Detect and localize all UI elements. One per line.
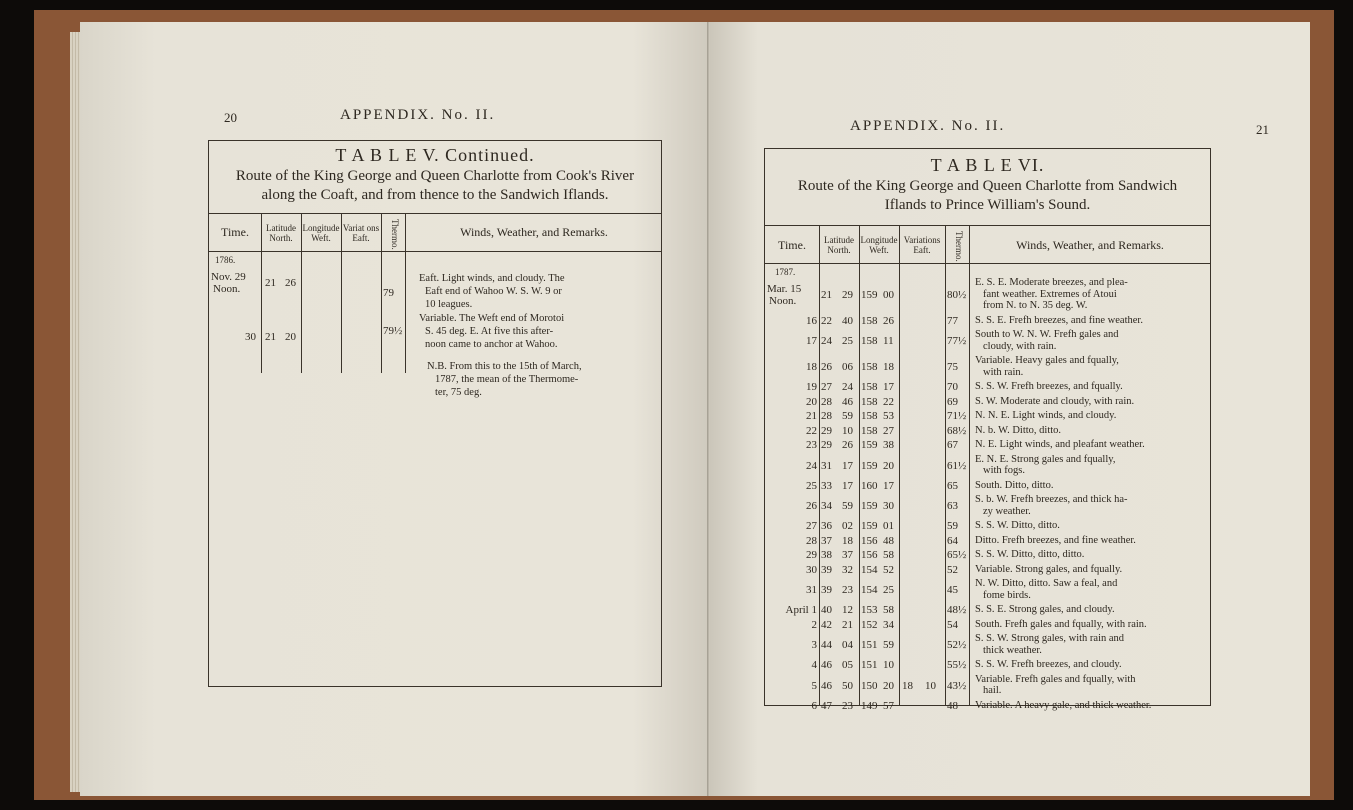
row-therm: 65	[947, 479, 958, 492]
row-remark-line: 10 leagues.	[425, 299, 473, 310]
row-lat-min: 26	[285, 277, 296, 289]
row-remark-line: S. S. W. Frefh breezes, and fqually.	[975, 381, 1123, 392]
row-lon-deg: 158	[861, 410, 878, 423]
row-date: 28	[806, 534, 817, 547]
row-lat-min: 20	[285, 331, 296, 343]
row-lat-deg: 39	[821, 563, 832, 576]
table-subtitle-line-2: along the Coaft, and from thence to the Sandwich Iflands.	[261, 187, 609, 203]
header-lat-1: Latitude	[266, 223, 296, 233]
row-remark-line: Variable. The Weft end of Morotoi	[419, 313, 565, 324]
row-lat-deg: 47	[821, 699, 832, 712]
row-remark-line: Variable. A heavy gale, and thick weather.	[975, 699, 1152, 711]
row-remark-line: E. S. E. Moderate breezes, and plea-	[975, 277, 1128, 288]
row-remark-line: S. S. W. Ditto, ditto, ditto.	[975, 549, 1085, 560]
row-remark-line: South to W. N. W. Frefh gales and	[975, 329, 1119, 340]
row-lat-deg: 46	[821, 679, 832, 692]
row-remark-line: N. E. Light winds, and pleafant weather.	[975, 439, 1145, 450]
row-lon-deg: 154	[861, 563, 878, 576]
row-lat-deg: 39	[821, 584, 832, 596]
row-therm: 77½	[947, 335, 967, 347]
table-v	[208, 140, 662, 687]
row-lon-deg: 160	[861, 479, 878, 492]
row-lon-deg: 152	[861, 618, 878, 631]
row-lon-min: 57	[883, 699, 894, 712]
row-date: 27	[806, 520, 817, 533]
row-lat-min: 25	[842, 335, 853, 347]
row-date: 19	[806, 381, 817, 394]
col-divider	[381, 213, 382, 373]
row-therm: 45	[947, 584, 958, 596]
header-thermo: Thermo.	[954, 231, 964, 262]
row-remark-line: S. S. W. Ditto, ditto.	[975, 520, 1060, 531]
row-date: Mar. 15	[767, 282, 802, 295]
row-remark-line: Ditto. Frefh breezes, and fine weather.	[975, 534, 1136, 546]
row-therm: 59	[947, 520, 958, 533]
col-divider	[819, 225, 820, 705]
row-date-noon: Noon.	[769, 294, 797, 307]
row-lat-deg: 42	[821, 618, 832, 631]
header-lon-1: Longitude	[860, 235, 898, 245]
row-therm: 65½	[947, 549, 967, 562]
row-lat-min: 17	[842, 479, 853, 492]
row-lon-min: 58	[883, 604, 894, 617]
header-lat-1: Latitude	[824, 235, 854, 245]
row-lon-min: 11	[883, 335, 894, 347]
row-remark-line: South. Frefh gales and fqually, with rain.	[975, 618, 1147, 630]
col-divider	[969, 225, 970, 705]
row-lat-deg: 29	[821, 424, 832, 437]
header-lon-1: Longitude	[302, 223, 340, 233]
row-remark-line: S. b. W. Frefh breezes, and thick ha-	[975, 494, 1128, 505]
row-lon-min: 52	[883, 563, 894, 576]
row-lat-min: 29	[842, 288, 853, 301]
row-remark-line: hail.	[983, 685, 1002, 696]
row-therm: 43½	[947, 679, 967, 692]
header-lat-2: North.	[269, 233, 293, 243]
row-therm: 54	[947, 618, 958, 631]
row-lon-min: 17	[883, 479, 894, 492]
row-lon-min: 00	[883, 288, 894, 301]
row-therm: 75	[947, 361, 958, 373]
row-lat-deg: 33	[821, 479, 832, 492]
row-lon-min: 48	[883, 534, 894, 547]
row-lon-min: 34	[883, 618, 894, 631]
row-lat-deg: 24	[821, 335, 832, 347]
row-lon-min: 38	[883, 439, 894, 452]
row-therm: 71½	[947, 410, 967, 423]
row-lat-deg: 28	[821, 395, 832, 408]
row-remark-line: N. W. Ditto, ditto. Saw a feal, and	[975, 578, 1118, 589]
header-thermo: Thermo.	[390, 219, 400, 250]
row-lat-min: 59	[842, 500, 853, 512]
row-therm: 79½	[383, 325, 403, 337]
table-subtitle-line-1: Route of the King George and Queen Charlotte from Cook's River	[235, 168, 635, 184]
header-winds: Winds, Weather, and Remarks.	[1016, 238, 1164, 252]
row-therm: 52½	[947, 639, 967, 651]
header-time: Time.	[778, 238, 806, 252]
row-lat-min: 17	[842, 459, 853, 472]
row-lon-min: 27	[883, 424, 894, 437]
row-date: 23	[806, 439, 817, 452]
row-lat-deg: 28	[821, 410, 832, 423]
row-lat-deg: 40	[821, 604, 832, 617]
row-lat-min: 37	[842, 549, 853, 562]
row-lat-deg: 22	[821, 314, 832, 327]
row-therm: 80½	[947, 288, 967, 301]
row-therm: 48½	[947, 604, 967, 617]
table-title: T A B L E VI.	[930, 155, 1045, 175]
row-remark-line: with rain.	[983, 366, 1024, 378]
table-subtitle-line-1: Route of the King George and Queen Charlotte from Sandwich	[797, 178, 1178, 194]
row-remark-line: S. W. Moderate and cloudy, with rain.	[975, 395, 1135, 407]
row-date: 30	[806, 563, 817, 576]
row-date: 24	[806, 459, 817, 472]
row-therm: 52	[947, 563, 958, 576]
row-therm: 68½	[947, 424, 967, 437]
row-therm: 69	[947, 395, 958, 408]
year: 1787.	[775, 267, 796, 277]
row-lat-deg: 21	[821, 288, 832, 301]
row-lon-min: 17	[883, 381, 894, 394]
row-date: 2	[811, 618, 817, 631]
row-remark-line: South. Ditto, ditto.	[975, 479, 1054, 491]
row-date: 5	[811, 679, 817, 692]
row-remark-line: Eaft end of Wahoo W. S. W. 9 or	[425, 286, 562, 297]
note-line: ter, 75 deg.	[435, 387, 482, 398]
row-remark-line: noon came to anchor at Wahoo.	[425, 339, 558, 350]
row-lat-min: 32	[842, 563, 853, 576]
row-lat-deg: 21	[265, 331, 276, 343]
row-lat-deg: 36	[821, 520, 832, 533]
row-lat-min: 04	[842, 639, 853, 651]
header-var-2: Eaft.	[913, 245, 931, 255]
row-date: 22	[806, 424, 817, 437]
header-var-1: Variations	[903, 235, 941, 245]
row-lat-deg: 38	[821, 549, 832, 562]
row-remark-line: from N. to N. 35 deg. W.	[983, 300, 1088, 311]
row-remark-line: N. N. E. Light winds, and cloudy.	[975, 410, 1117, 421]
row-remark-line: Eaft. Light winds, and cloudy. The	[419, 273, 565, 284]
row-lat-min: 23	[842, 584, 853, 596]
row-remark-line: Variable. Strong gales, and fqually.	[975, 563, 1123, 575]
row-lon-deg: 154	[861, 584, 878, 596]
row-date: 26	[806, 500, 817, 512]
row-date: 16	[806, 314, 817, 327]
row-lat-deg: 46	[821, 659, 832, 672]
row-remark-line: fome birds.	[983, 589, 1031, 601]
row-lat-min: 23	[842, 699, 853, 712]
row-lon-deg: 158	[861, 314, 878, 327]
row-var-min: 10	[925, 679, 936, 692]
row-lon-deg: 159	[861, 459, 878, 472]
header-bottom-rule	[209, 251, 661, 252]
note-line: N.B. From this to the 15th of March,	[427, 361, 582, 372]
row-lat-min: 40	[842, 314, 853, 327]
row-lon-deg: 159	[861, 520, 878, 533]
row-date: 18	[806, 361, 817, 373]
row-lat-deg: 31	[821, 459, 832, 472]
row-lat-min: 06	[842, 361, 853, 373]
row-lat-min: 46	[842, 395, 853, 408]
header-bottom-rule	[765, 263, 1210, 264]
row-lon-deg: 159	[861, 500, 878, 512]
table-vi	[764, 148, 1211, 712]
row-lat-deg: 21	[265, 277, 276, 289]
row-date: 31	[806, 584, 817, 596]
row-remark-line: cloudy, with rain.	[983, 340, 1057, 352]
row-remark-line: S. S. W. Frefh breezes, and cloudy.	[975, 659, 1122, 670]
right-page-number: 21	[1256, 122, 1269, 137]
header-var-2: Eaft.	[352, 233, 370, 243]
header-time: Time.	[221, 225, 249, 239]
row-date: Nov. 29	[211, 271, 246, 283]
row-lat-deg: 44	[821, 639, 832, 651]
row-therm: 67	[947, 439, 958, 452]
col-divider	[405, 213, 406, 373]
row-lat-min: 24	[842, 381, 853, 394]
row-lon-min: 22	[883, 395, 894, 408]
row-lat-deg: 34	[821, 500, 832, 512]
row-remark-line: fant weather. Extremes of Atoui	[983, 288, 1117, 300]
row-lon-deg: 158	[861, 335, 878, 347]
row-lon-deg: 158	[861, 381, 878, 394]
row-date: 21	[806, 410, 817, 423]
row-lon-min: 58	[883, 549, 894, 562]
row-lon-deg: 156	[861, 534, 878, 547]
col-divider	[899, 225, 900, 705]
row-lon-min: 01	[883, 520, 894, 533]
row-remark-line: N. b. W. Ditto, ditto.	[975, 424, 1062, 436]
header-lat-2: North.	[827, 245, 851, 255]
row-remark-line: with fogs.	[983, 465, 1025, 476]
row-therm: 55½	[947, 659, 967, 672]
book	[34, 10, 1334, 800]
year: 1786.	[215, 255, 236, 265]
row-remark-line: S. S. E. Frefh breezes, and fine weather.	[975, 314, 1143, 326]
row-lon-deg: 150	[861, 679, 878, 692]
row-remark-line: S. 45 deg. E. At five this after-	[425, 326, 554, 337]
row-lon-deg: 151	[861, 659, 878, 672]
row-remark-line: Variable. Frefh gales and fqually, with	[975, 673, 1136, 685]
row-therm: 79	[383, 287, 394, 299]
right-running-head: APPENDIX. No. II.	[850, 118, 1006, 134]
row-lat-min: 12	[842, 604, 853, 617]
row-remark-line: zy weather.	[983, 505, 1031, 517]
row-lon-min: 25	[883, 584, 894, 596]
row-lon-min: 53	[883, 410, 894, 423]
header-top-rule	[765, 225, 1210, 226]
row-remark-line: S. S. W. Strong gales, with rain and	[975, 633, 1125, 644]
note-line: 1787, the mean of the Thermome-	[435, 374, 579, 385]
row-lat-min: 05	[842, 659, 853, 672]
row-lon-deg: 158	[861, 361, 878, 373]
row-therm: 64	[947, 534, 958, 547]
header-lon-2: Weft.	[869, 245, 889, 255]
right-page	[710, 22, 1310, 796]
row-date: April 1	[785, 604, 817, 617]
row-therm: 63	[947, 500, 958, 512]
row-remark-line: E. N. E. Strong gales and fqually,	[975, 453, 1116, 465]
row-lon-deg: 159	[861, 288, 878, 301]
row-lon-min: 26	[883, 314, 894, 327]
row-date: 20	[806, 395, 817, 408]
row-lat-min: 21	[842, 618, 853, 631]
left-page-number: 20	[224, 110, 237, 125]
row-date-noon: Noon.	[213, 283, 241, 295]
row-lat-deg: 27	[821, 381, 832, 394]
row-date: 30	[245, 331, 256, 343]
row-lon-min: 18	[883, 361, 894, 373]
row-date: 25	[806, 479, 817, 492]
table-title: T A B L E V. Continued.	[335, 145, 535, 165]
row-lat-min: 26	[842, 439, 853, 452]
row-remark-line: thick weather.	[983, 644, 1042, 656]
row-lon-min: 30	[883, 500, 894, 512]
row-therm: 61½	[947, 459, 967, 472]
table-subtitle-line-2: Iflands to Prince William's Sound.	[884, 197, 1091, 213]
header-lon-2: Weft.	[311, 233, 331, 243]
row-lon-deg: 158	[861, 395, 878, 408]
row-date: 3	[811, 639, 817, 651]
row-date: 29	[806, 549, 817, 562]
row-lon-min: 59	[883, 639, 894, 651]
row-date: 6	[811, 699, 817, 712]
row-var-deg: 18	[902, 679, 913, 692]
row-lon-deg: 149	[861, 699, 878, 712]
row-remark-line: S. S. E. Strong gales, and cloudy.	[975, 604, 1115, 615]
header-var-1: Variat ons	[342, 223, 380, 233]
row-lon-deg: 159	[861, 439, 878, 452]
row-lon-deg: 156	[861, 549, 878, 562]
row-lon-deg: 158	[861, 424, 878, 437]
header-top-rule	[209, 213, 661, 214]
row-lat-min: 50	[842, 679, 853, 692]
row-lat-min: 02	[842, 520, 853, 533]
row-lat-deg: 37	[821, 534, 832, 547]
row-lon-min: 10	[883, 659, 894, 672]
row-therm: 48	[947, 699, 958, 712]
row-date: 4	[811, 659, 817, 672]
row-lat-deg: 26	[821, 361, 832, 373]
col-divider	[945, 225, 946, 705]
row-lat-deg: 29	[821, 439, 832, 452]
row-therm: 77	[947, 314, 958, 327]
row-lat-min: 10	[842, 424, 853, 437]
row-lon-min: 20	[883, 679, 894, 692]
row-date: 17	[806, 335, 817, 347]
row-lon-deg: 153	[861, 604, 878, 617]
row-lat-min: 59	[842, 410, 853, 423]
row-lon-min: 20	[883, 459, 894, 472]
row-lon-deg: 151	[861, 639, 878, 651]
header-winds: Winds, Weather, and Remarks.	[460, 225, 608, 239]
left-page	[80, 22, 708, 796]
row-remark-line: Variable. Heavy gales and fqually,	[975, 355, 1119, 366]
left-running-head: APPENDIX. No. II.	[340, 107, 496, 123]
row-therm: 70	[947, 381, 958, 394]
row-lat-min: 18	[842, 534, 853, 547]
col-divider	[859, 225, 860, 705]
